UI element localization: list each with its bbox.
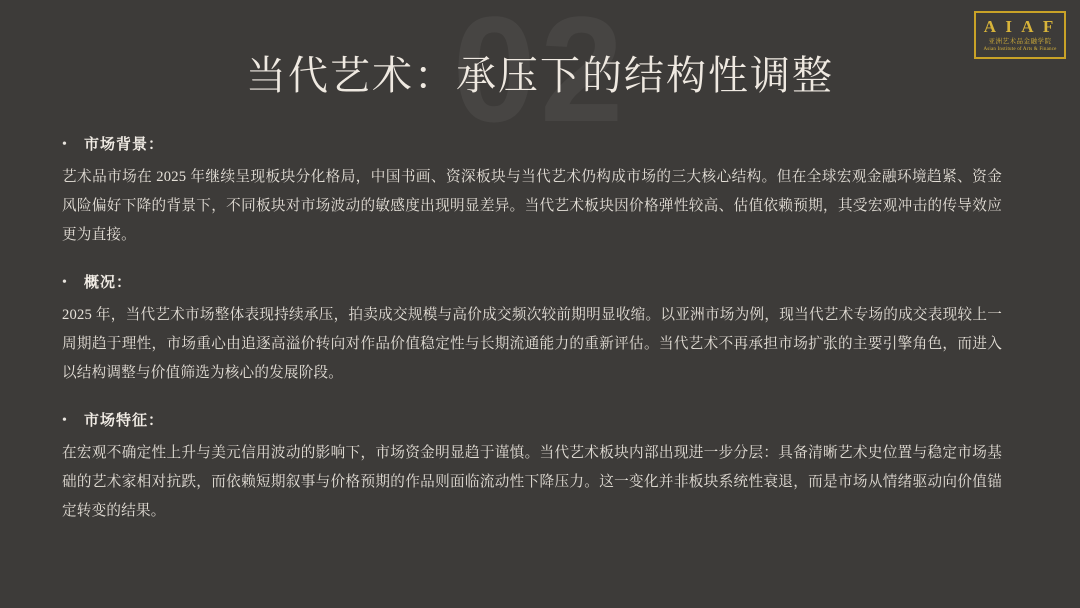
section-overview [62, 272, 1002, 388]
section-heading: 市场特征： [84, 413, 165, 429]
logo-name-cn: 亚洲艺术品金融学院 [988, 38, 1052, 46]
page-title: 当代艺术：承压下的结构性调整 [246, 53, 834, 98]
section-paragraph: 在宏观不确定性上升与美元信用波动的影响下，市场资金明显趋于谨慎。当代艺术板块内部出现进一步分层：具备清晰艺术史位置与稳定市场基础的艺术家相对抗跌，而依赖短期叙事与价格预期的作品则面临流动性下降压力。这一变化并非板块系统性衰退，而是市场从情绪驱动向价值锚定转变的结果。 [62, 445, 1002, 519]
section-heading-row [62, 134, 1002, 156]
section-market-characteristics [62, 410, 1002, 526]
section-heading: 概况： [84, 275, 133, 291]
bullet-icon: • [62, 137, 67, 152]
slide-number-watermark: 02 [452, 0, 628, 153]
section-paragraph: 艺术品市场在 2025 年继续呈现板块分化格局，中国书画、资深板块与当代艺术仍构成市场的三大核心结构。但在全球宏观金融环境趋紧、资金风险偏好下降的背景下，不同板块对市场波动的敏感度出现明显差异。当代艺术板块因价格弹性较高、估值依赖预期，其受宏观冲击的传导效应更为直接。 [62, 169, 1002, 243]
slide-body [62, 134, 1002, 526]
section-heading-row [62, 272, 1002, 294]
logo-acronym: A I A F [983, 16, 1057, 36]
logo-name-en: Asian Institute of Arts & Finance [983, 46, 1057, 52]
bullet-icon: • [62, 413, 67, 428]
section-market-background [62, 134, 1002, 250]
bullet-icon: • [62, 275, 67, 290]
section-paragraph: 2025 年，当代艺术市场整体表现持续承压，拍卖成交规模与高价成交频次较前期明显收缩。以亚洲市场为例，现当代艺术专场的成交表现较上一周期趋于理性，市场重心由追逐高溢价转向对作品价值稳定性与长期流通能力的重新评估。当代艺术不再承担市场扩张的主要引擎角色，而进入以结构调整与价值筛选为核心的发展阶段。 [62, 307, 1002, 381]
section-heading: 市场背景： [84, 137, 165, 153]
section-heading-row [62, 410, 1002, 432]
